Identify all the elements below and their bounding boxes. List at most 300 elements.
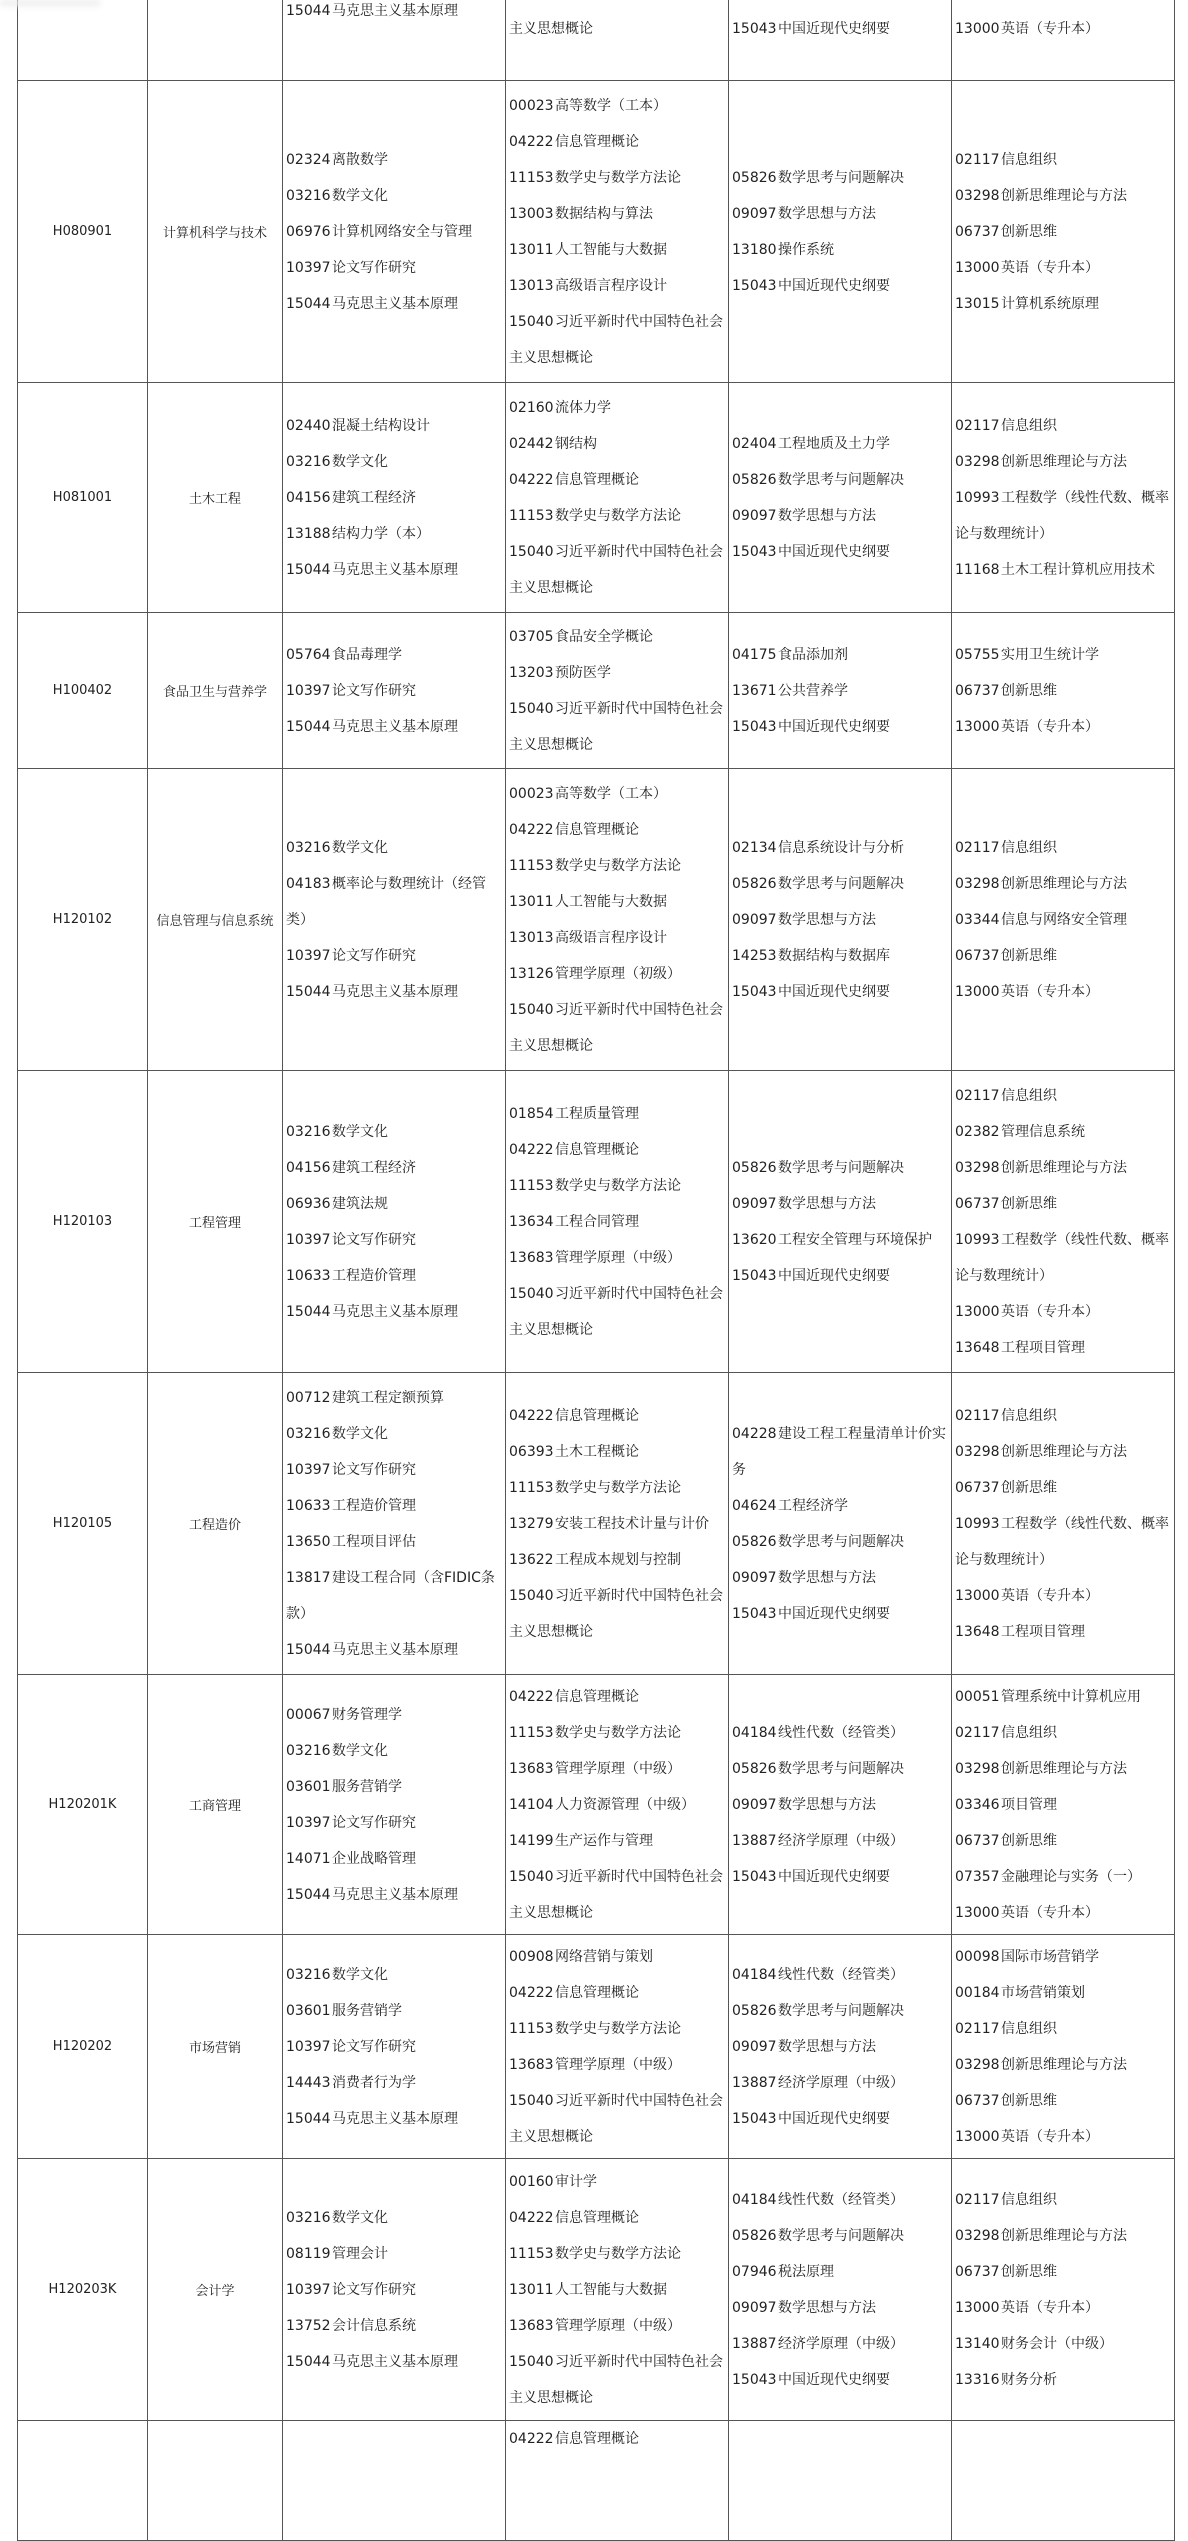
course-entry: [955, 637, 1174, 673]
course-name: 数学思考与问题解决: [778, 169, 904, 186]
course-entry: [732, 11, 951, 47]
course-entry: [509, 1168, 728, 1204]
course-entry: [286, 408, 505, 444]
course-name: 创新思维: [1001, 1479, 1057, 1496]
course-code: 13011: [509, 2281, 554, 2298]
course-code: 06737: [955, 2092, 1000, 2109]
course-entry: [286, 1488, 505, 1524]
course-name: 数学思考与问题解决: [778, 2002, 904, 2019]
course-code: 13752: [286, 2317, 331, 2334]
course-entry: [509, 1859, 728, 1931]
table-row: [18, 1071, 1175, 1373]
course-code: 15044: [286, 2353, 331, 2370]
course-name: 马克思主义基本原理: [332, 1886, 458, 1903]
course-code: 10633: [286, 1497, 331, 1514]
course-entry: [509, 304, 728, 376]
course-name: 工程项目评估: [332, 1533, 416, 1550]
course-entry: [955, 2254, 1174, 2290]
course-code: 13011: [509, 893, 554, 910]
table-body: [18, 0, 1175, 2541]
course-name: 中国近现代史纲要: [778, 277, 890, 294]
course-entry: [509, 1787, 728, 1823]
course-name: 数学文化: [332, 2209, 388, 2226]
course-entry: [955, 2083, 1174, 2119]
course-entry: [509, 2047, 728, 2083]
course-code: 03298: [955, 2056, 1000, 2073]
course-code: 00023: [509, 97, 554, 114]
course-code: 10993: [955, 489, 1000, 506]
course-code: 04222: [509, 1407, 554, 1424]
course-code: 02442: [509, 435, 554, 452]
course-list-cell-exam2: [506, 81, 729, 383]
course-name: 创新思维理论与方法: [1001, 453, 1127, 470]
course-code: 03601: [286, 2002, 331, 2019]
course-code: 03705: [509, 628, 554, 645]
course-name: 数学史与数学方法论: [555, 1177, 681, 1194]
course-name: 经济学原理（中级）: [778, 1832, 904, 1849]
course-code: 04222: [509, 2431, 554, 2447]
course-name: 数据结构与数据库: [778, 947, 890, 964]
course-code: 00067: [286, 1706, 331, 1723]
course-name: 工程经济学: [778, 1497, 848, 1514]
course-entry: [286, 1805, 505, 1841]
course-entry: [509, 1398, 728, 1434]
course-name: 习近平新时代中国特色社会主义思想概论: [509, 1001, 723, 1054]
course-code: 04228: [732, 1425, 777, 1442]
course-name: 财务分析: [1001, 2371, 1057, 2388]
course-code: 03344: [955, 911, 1000, 928]
course-name: 信息组织: [1001, 839, 1057, 856]
course-code: 03298: [955, 2227, 1000, 2244]
course-entry: [509, 1715, 728, 1751]
course-list-cell-exam2: [506, 769, 729, 1071]
course-name: 数学思想与方法: [778, 2038, 876, 2055]
course-code: 04183: [286, 875, 331, 892]
course-code: 05826: [732, 1760, 777, 1777]
course-code: 13887: [732, 1832, 777, 1849]
course-name: 马克思主义基本原理: [332, 1641, 458, 1658]
course-entry: [286, 250, 505, 286]
course-name: 论文写作研究: [332, 1814, 416, 1831]
course-entry: [955, 1715, 1174, 1751]
course-name: 信息管理概论: [555, 1984, 639, 2001]
table-row: [18, 1373, 1175, 1675]
course-entry: [955, 1150, 1174, 1186]
course-code: 11153: [509, 2020, 554, 2037]
course-code: 06737: [955, 1832, 1000, 1849]
course-entry: [286, 938, 505, 974]
course-entry: [732, 1186, 951, 1222]
course-name: 食品毒理学: [332, 646, 402, 663]
course-code: 15043: [732, 718, 777, 735]
course-name: 工程地质及土力学: [778, 435, 890, 452]
course-entry: [509, 2272, 728, 2308]
major-name-cell: 计算机科学与技术: [148, 81, 283, 383]
course-code: 15043: [732, 277, 777, 294]
course-code: 04222: [509, 2209, 554, 2226]
course-list-cell-exam3: [729, 383, 952, 613]
course-code: 02117: [955, 1087, 1000, 1104]
course-name: 马克思主义基本原理: [332, 295, 458, 312]
course-name: 消费者行为学: [332, 2074, 416, 2091]
course-list-cell-exam3: [729, 2159, 952, 2421]
course-name: 中国近现代史纲要: [778, 1868, 890, 1885]
course-list-cell-exam3: [729, 613, 952, 769]
course-code: 15044: [286, 561, 331, 578]
course-entry: [732, 462, 951, 498]
course-entry: [955, 1078, 1174, 1114]
course-list-cell-exam1: [283, 2421, 506, 2541]
course-name: 英语（专升本）: [1001, 718, 1099, 735]
course-list-cell-exam1: [283, 1675, 506, 1935]
course-code: 04222: [509, 1688, 554, 1705]
course-entry: [732, 1222, 951, 1258]
course-code: 04175: [732, 646, 777, 663]
course-entry: [509, 124, 728, 160]
course-code: 14104: [509, 1796, 554, 1813]
course-name: 习近平新时代中国特色社会主义思想概论: [509, 2092, 723, 2145]
course-name: 食品添加剂: [778, 646, 848, 663]
course-entry: [509, 2344, 728, 2416]
course-entry: [955, 2047, 1174, 2083]
course-list-cell-exam1: [283, 0, 506, 81]
course-name: 创新思维: [1001, 2263, 1057, 2280]
course-entry: [955, 830, 1174, 866]
course-name: 实用卫生统计学: [1001, 646, 1099, 663]
course-code: 15044: [286, 1303, 331, 1320]
course-name: 数学思想与方法: [778, 911, 876, 928]
course-entry: [732, 1596, 951, 1632]
course-code: 09097: [732, 205, 777, 222]
course-code: 00184: [955, 1984, 1000, 2001]
course-name: 论文写作研究: [332, 1461, 416, 1478]
course-code: 13000: [955, 20, 1000, 37]
course-code: 02117: [955, 2020, 1000, 2037]
course-entry: [732, 637, 951, 673]
course-entry: [286, 178, 505, 214]
course-list-cell-exam4: [952, 0, 1175, 81]
course-code: 03298: [955, 1760, 1000, 1777]
course-entry: [509, 1751, 728, 1787]
course-entry: [509, 2011, 728, 2047]
course-name: 土木工程计算机应用技术: [1001, 561, 1155, 578]
course-code: 15043: [732, 1267, 777, 1284]
course-code: 13648: [955, 1339, 1000, 1356]
course-code: 15044: [286, 983, 331, 1000]
course-code: 03216: [286, 2209, 331, 2226]
course-name: 英语（专升本）: [1001, 259, 1099, 276]
course-entry: [955, 2326, 1174, 2362]
course-name: 创新思维: [1001, 1195, 1057, 1212]
course-name: 建筑工程经济: [332, 1159, 416, 1176]
course-name: 信息管理概论: [555, 2209, 639, 2226]
course-name: 论文写作研究: [332, 2038, 416, 2055]
course-name: 数学文化: [332, 1425, 388, 1442]
course-entry: [732, 2101, 951, 2137]
course-entry: [955, 902, 1174, 938]
course-name: 英语（专升本）: [1001, 20, 1099, 37]
course-name: 市场营销策划: [1001, 1984, 1085, 2001]
course-code: 09097: [732, 1195, 777, 1212]
course-name: 中国近现代史纲要: [778, 1267, 890, 1284]
course-entry: [732, 2182, 951, 2218]
course-list-cell-exam2: [506, 1935, 729, 2159]
table-row: [18, 613, 1175, 769]
course-entry: [955, 1114, 1174, 1150]
course-code: 07357: [955, 1868, 1000, 1885]
course-name: 计算机网络安全与管理: [332, 223, 472, 240]
course-list-cell-exam4: [952, 1675, 1175, 1935]
major-name-cell: [148, 0, 283, 81]
course-name: 信息系统设计与分析: [778, 839, 904, 856]
course-code: 13683: [509, 2317, 554, 2334]
course-name: 工程数学（线性代数、概率论与数理统计）: [955, 1231, 1169, 1284]
major-code-cell: [18, 0, 148, 81]
course-code: 03346: [955, 1796, 1000, 1813]
course-name: 信息组织: [1001, 417, 1057, 434]
course-entry: [955, 1470, 1174, 1506]
course-code: 06737: [955, 947, 1000, 964]
course-code: [509, 0, 555, 11]
major-name-cell: 工程管理: [148, 1071, 283, 1373]
course-code: 04222: [509, 133, 554, 150]
course-entry: [509, 776, 728, 812]
course-name: 中国近现代史纲要: [778, 718, 890, 735]
course-name: 管理信息系统: [1001, 1123, 1085, 1140]
course-name: 服务营销学: [332, 1778, 402, 1795]
course-name: 数学史与数学方法论: [555, 507, 681, 524]
course-entry: [286, 673, 505, 709]
course-entry: [286, 1222, 505, 1258]
course-code: 06393: [509, 1443, 554, 1460]
course-code: 03216: [286, 839, 331, 856]
course-entry: [955, 1222, 1174, 1294]
course-list-cell-exam1: [283, 383, 506, 613]
course-entry: [286, 830, 505, 866]
course-entry: [732, 268, 951, 304]
course-entry: [732, 1560, 951, 1596]
course-code: 02324: [286, 151, 331, 168]
course-code: 05826: [732, 1533, 777, 1550]
course-code: 13003: [509, 205, 554, 222]
course-code: 04624: [732, 1497, 777, 1514]
course-name: 英语（专升本）: [1001, 1587, 1099, 1604]
course-code: 15043: [732, 983, 777, 1000]
course-name: 中国近现代史纲要: [778, 543, 890, 560]
course-entry: [732, 196, 951, 232]
course-code: 01854: [509, 1105, 554, 1122]
course-entry: [286, 1769, 505, 1805]
course-list-cell-exam4: [952, 613, 1175, 769]
course-entry: [286, 1150, 505, 1186]
course-name: [1001, 0, 1057, 1]
course-entry: [732, 232, 951, 268]
course-name: 人工智能与大数据: [555, 2281, 667, 2298]
course-name: 中国近现代史纲要: [778, 1605, 890, 1622]
course-entry: [955, 2362, 1174, 2398]
course-code: 15044: [286, 1641, 331, 1658]
course-code: 04184: [732, 1966, 777, 1983]
course-name: 管理系统中计算机应用: [1001, 1688, 1141, 1705]
course-name: 创新思维理论与方法: [1001, 1760, 1127, 1777]
course-name: 人工智能与大数据: [555, 893, 667, 910]
course-entry: [509, 1823, 728, 1859]
course-entry: [286, 1733, 505, 1769]
course-name: 中国近现代史纲要: [778, 2371, 890, 2388]
course-name: 管理学原理（初级）: [555, 965, 681, 982]
course-name: 工程项目管理: [1001, 1339, 1085, 1356]
course-name: 经济学原理（中级）: [778, 2074, 904, 2091]
major-name-cell: 食品卫生与营养学: [148, 613, 283, 769]
course-entry: [286, 2101, 505, 2137]
course-code: 13817: [286, 1569, 331, 1586]
course-list-cell-exam1: [283, 769, 506, 1071]
course-code: 03216: [286, 187, 331, 204]
course-entry: [286, 637, 505, 673]
course-code: 04222: [509, 471, 554, 488]
course-code: 14199: [509, 1832, 554, 1849]
course-code: 15043: [732, 1605, 777, 1622]
course-entry: [286, 480, 505, 516]
course-entry: [732, 0, 951, 11]
major-code-cell: H120201K: [18, 1675, 148, 1935]
course-entry: [509, 1470, 728, 1506]
course-name: 国际市场营销学: [1001, 1948, 1099, 1965]
course-code: 02404: [732, 435, 777, 452]
course-name: 数学思考与问题解决: [778, 471, 904, 488]
course-code: 13013: [509, 277, 554, 294]
course-code: 13634: [509, 1213, 554, 1230]
course-code: 03216: [286, 1966, 331, 1983]
course-entry: [955, 408, 1174, 444]
course-code: 03298: [955, 1159, 1000, 1176]
course-code: 13279: [509, 1515, 554, 1532]
table-row: [18, 1935, 1175, 2159]
course-code: 00908: [509, 1948, 554, 1965]
course-name: 创新思维: [1001, 682, 1057, 699]
course-name: 数学文化: [332, 453, 388, 470]
course-list-cell-exam4: [952, 1071, 1175, 1373]
course-code: 14443: [286, 2074, 331, 2091]
course-name: 管理学原理（中级）: [555, 2317, 681, 2334]
course-entry: [732, 1416, 951, 1488]
course-name: 高级语言程序设计: [555, 929, 667, 946]
course-code: 11168: [955, 561, 1000, 578]
course-entry: [509, 390, 728, 426]
course-name: 建筑工程定额预算: [332, 1389, 444, 1406]
course-entry: [732, 2254, 951, 2290]
course-name: 论文写作研究: [332, 1231, 416, 1248]
course-entry: [286, 866, 505, 938]
course-entry: [732, 866, 951, 902]
course-list-cell-exam2: [506, 2159, 729, 2421]
course-name: 高等数学（工本）: [555, 97, 667, 114]
course-list-cell-exam2: [506, 2421, 729, 2541]
course-code: 03216: [286, 1425, 331, 1442]
course-code: 15043: [732, 1868, 777, 1885]
course-name: 习近平新时代中国特色社会主义思想概论: [509, 313, 723, 366]
course-name: 数学思想与方法: [778, 2299, 876, 2316]
major-name-cell: 土木工程: [148, 383, 283, 613]
course-name: 英语（专升本）: [1001, 2299, 1099, 2316]
course-entry: [732, 426, 951, 462]
course-entry: [286, 2236, 505, 2272]
course-code: 02440: [286, 417, 331, 434]
course-code: 13013: [509, 929, 554, 946]
course-name: 数学史与数学方法论: [555, 2245, 681, 2262]
course-entry: [509, 462, 728, 498]
course-name: 钢结构: [555, 435, 597, 452]
course-entry: [732, 1488, 951, 1524]
table-row: [18, 2159, 1175, 2421]
course-name: 创新思维理论与方法: [1001, 2227, 1127, 2244]
table-row: [18, 383, 1175, 613]
course-entry: [955, 1975, 1174, 2011]
course-code: 05826: [732, 875, 777, 892]
course-entry: [286, 1294, 505, 1330]
course-code: 15043: [732, 543, 777, 560]
course-entry: [955, 709, 1174, 745]
course-entry: [286, 0, 505, 29]
course-code: 13671: [732, 682, 777, 699]
course-entry: [286, 1632, 505, 1668]
course-entry: [286, 1957, 505, 1993]
course-entry: [732, 938, 951, 974]
course-code: 10397: [286, 682, 331, 699]
course-entry: [732, 534, 951, 570]
course-list-cell-exam3: [729, 1935, 952, 2159]
course-name: 英语（专升本）: [1001, 1303, 1099, 1320]
course-name: 工程安全管理与环境保护: [778, 1231, 932, 1248]
course-name: 信息管理概论: [555, 1141, 639, 1158]
course-entry: [732, 902, 951, 938]
course-code: 03216: [286, 1742, 331, 1759]
course-code: 04156: [286, 1159, 331, 1176]
course-entry: [286, 1452, 505, 1488]
course-code: 06737: [955, 223, 1000, 240]
course-name: 中国近现代史纲要: [778, 983, 890, 1000]
course-entry: [509, 1542, 728, 1578]
course-name: 工程数学（线性代数、概率论与数理统计）: [955, 1515, 1169, 1568]
course-code: 13011: [509, 241, 554, 258]
course-list-cell-exam4: [952, 1373, 1175, 1675]
course-code: 15043: [732, 2110, 777, 2127]
course-entry: [732, 974, 951, 1010]
course-code: 05755: [955, 646, 1000, 663]
course-entry: [509, 0, 728, 47]
course-code: 06976: [286, 223, 331, 240]
course-entry: [732, 709, 951, 745]
major-code-cell: H120102: [18, 769, 148, 1071]
course-entry: [509, 1240, 728, 1276]
course-name: 数学文化: [332, 1966, 388, 1983]
course-name: 数学思考与问题解决: [778, 1533, 904, 1550]
course-entry: [732, 1715, 951, 1751]
course-entry: [955, 480, 1174, 552]
major-name-cell: 工程造价: [148, 1373, 283, 1675]
course-name: 经济学原理（中级）: [778, 2335, 904, 2352]
course-code: 05826: [732, 471, 777, 488]
course-name: 信息组织: [1001, 1087, 1057, 1104]
course-name: 高级语言程序设计: [555, 277, 667, 294]
course-code: 03298: [955, 1443, 1000, 1460]
course-entry: [286, 2344, 505, 2380]
course-entry: [286, 1993, 505, 2029]
course-name: 创新思维: [1001, 223, 1057, 240]
course-name: 数学思考与问题解决: [778, 2227, 904, 2244]
major-code-cell: H100402: [18, 613, 148, 769]
course-code: 02382: [955, 1123, 1000, 1140]
